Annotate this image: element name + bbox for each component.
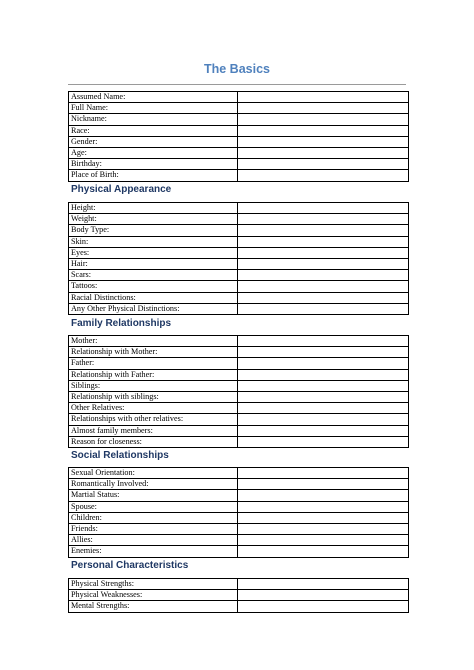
field-value-cell[interactable] [238,236,409,247]
form-row [69,136,409,147]
field-label: Race: [69,125,238,136]
field-label: Height: [69,203,238,214]
field-value-cell[interactable] [238,501,409,512]
field-label: Any Other Physical Distinctions: [69,303,238,314]
field-label: Hair: [69,259,238,270]
form-row [69,336,409,347]
field-value-cell[interactable] [238,369,409,380]
field-label: Eyes: [69,247,238,258]
form-row [69,159,409,170]
field-value-cell[interactable] [238,546,409,557]
form-row [69,468,409,479]
form-row [69,414,409,425]
form-row [69,281,409,292]
field-label: Gender: [69,136,238,147]
form-row [69,392,409,403]
basics-table [68,91,409,182]
form-row [69,590,409,601]
field-label: Racial Distinctions: [69,292,238,303]
field-value-cell[interactable] [238,601,409,612]
page-title: The Basics [203,62,270,76]
form-row [69,546,409,557]
form-row [69,535,409,546]
field-value-cell[interactable] [238,535,409,546]
field-label: Relationship with siblings: [69,392,238,403]
form-row [69,512,409,523]
field-value-cell[interactable] [238,270,409,281]
form-row [69,236,409,247]
field-label: Scars: [69,270,238,281]
form-row [69,524,409,535]
field-value-cell[interactable] [238,159,409,170]
field-label: Birthday: [69,159,238,170]
field-value-cell[interactable] [238,490,409,501]
field-label: Spouse: [69,501,238,512]
form-row [69,103,409,114]
form-row [69,292,409,303]
field-label: Relationships with other relatives: [69,414,238,425]
form-row [69,225,409,236]
field-value-cell[interactable] [238,247,409,258]
form-row [69,247,409,258]
field-label: Father: [69,358,238,369]
field-value-cell[interactable] [238,103,409,114]
field-value-cell[interactable] [238,148,409,159]
field-value-cell[interactable] [238,358,409,369]
field-value-cell[interactable] [238,380,409,391]
form-row [69,92,409,103]
field-value-cell[interactable] [238,203,409,214]
field-label: Tattoos: [69,281,238,292]
field-label: Age: [69,148,238,159]
form-row [69,436,409,447]
form-row [69,403,409,414]
form-row [69,347,409,358]
field-value-cell[interactable] [238,436,409,447]
field-label: Romantically Involved: [69,479,238,490]
form-row [69,501,409,512]
field-value-cell[interactable] [238,214,409,225]
field-value-cell[interactable] [238,579,409,590]
field-value-cell[interactable] [238,524,409,535]
form-row [69,490,409,501]
form-row [69,270,409,281]
form-row [69,214,409,225]
field-label: Reason for closeness: [69,436,238,447]
field-label: Assumed Name: [69,92,238,103]
field-value-cell[interactable] [238,281,409,292]
field-value-cell[interactable] [238,303,409,314]
field-label: Friends: [69,524,238,535]
field-label: Almost family members: [69,425,238,436]
field-label: Physical Weaknesses: [69,590,238,601]
form-row [69,479,409,490]
form-row [69,170,409,181]
field-value-cell[interactable] [238,403,409,414]
title-divider [68,84,406,85]
field-value-cell[interactable] [238,92,409,103]
form-row [69,303,409,314]
field-value-cell[interactable] [238,512,409,523]
field-label: Body Type: [69,225,238,236]
field-label: Skin: [69,236,238,247]
form-row [69,380,409,391]
social-relationships-table [68,467,409,558]
section-heading-social-relationships: Social Relationships [71,450,169,461]
field-label: Enemies: [69,546,238,557]
form-row [69,148,409,159]
field-label: Allies: [69,535,238,546]
field-value-cell[interactable] [238,136,409,147]
field-value-cell[interactable] [238,225,409,236]
field-value-cell[interactable] [238,347,409,358]
section-heading-family-relationships: Family Relationships [71,318,172,329]
field-value-cell[interactable] [238,114,409,125]
field-value-cell[interactable] [238,468,409,479]
field-label: Relationship with Mother: [69,347,238,358]
field-label: Nickname: [69,114,238,125]
field-label: Mother: [69,336,238,347]
field-value-cell[interactable] [238,336,409,347]
form-row [69,125,409,136]
field-label: Physical Strengths: [69,579,238,590]
form-row [69,203,409,214]
field-value-cell[interactable] [238,392,409,403]
field-value-cell[interactable] [238,125,409,136]
family-relationships-table [68,335,409,448]
personal-characteristics-table [68,578,409,613]
field-label: Full Name: [69,103,238,114]
field-value-cell[interactable] [238,292,409,303]
field-label: Weight: [69,214,238,225]
section-heading-physical-appearance: Physical Appearance [71,184,172,195]
form-row [69,579,409,590]
field-label: Children: [69,512,238,523]
field-label: Relationship with Father: [69,369,238,380]
field-label: Place of Birth: [69,170,238,181]
form-row [69,601,409,612]
form-row [69,425,409,436]
field-label: Martial Status: [69,490,238,501]
field-value-cell[interactable] [238,259,409,270]
physical-appearance-table [68,202,409,315]
field-label: Sexual Orientation: [69,468,238,479]
field-value-cell[interactable] [238,425,409,436]
form-row [69,369,409,380]
field-label: Siblings: [69,380,238,391]
field-value-cell[interactable] [238,590,409,601]
form-row [69,259,409,270]
section-heading-personal-characteristics: Personal Characteristics [71,560,189,571]
form-row [69,358,409,369]
field-label: Other Relatives: [69,403,238,414]
field-label: Mental Strengths: [69,601,238,612]
form-row [69,114,409,125]
field-value-cell[interactable] [238,479,409,490]
field-value-cell[interactable] [238,170,409,181]
field-value-cell[interactable] [238,414,409,425]
